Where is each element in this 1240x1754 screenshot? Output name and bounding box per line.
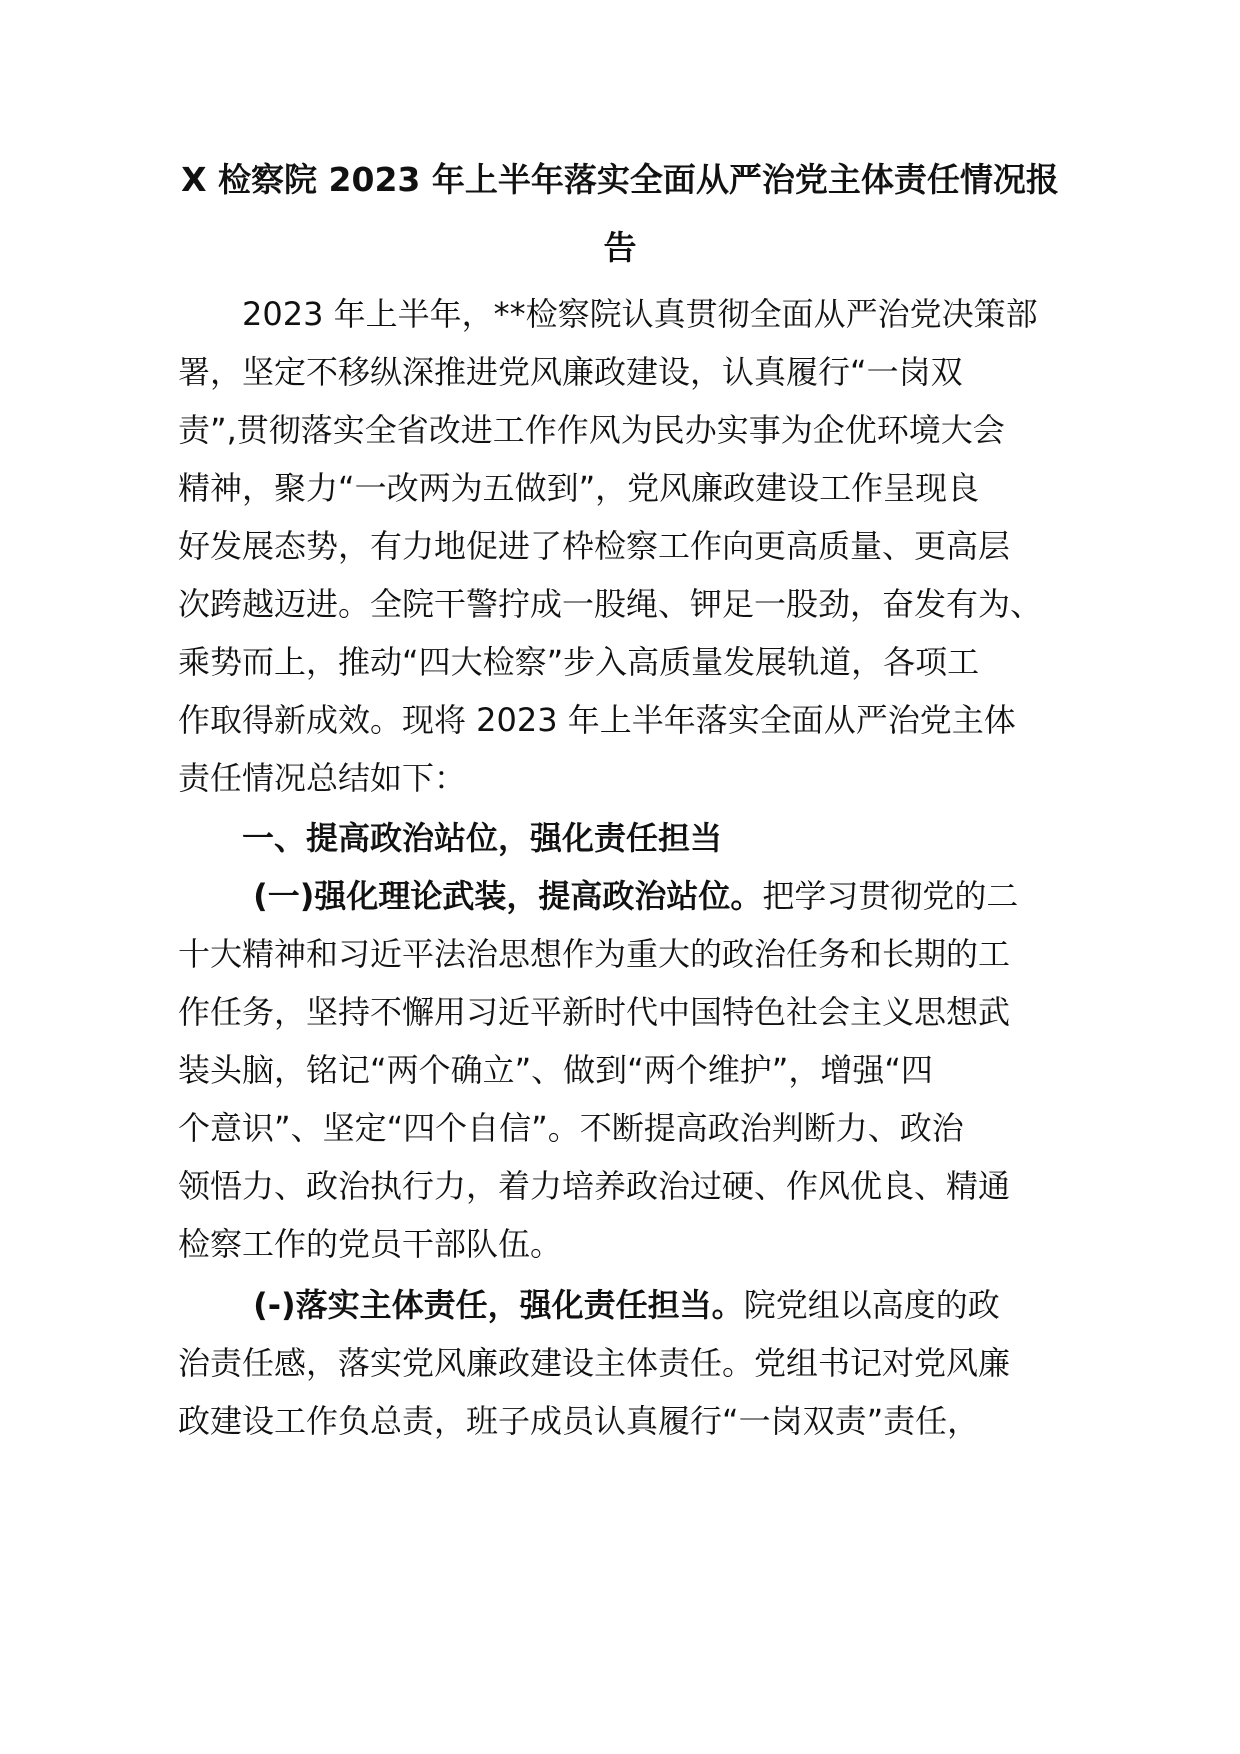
intro-line: 署，坚定不移纵深推进党风廉政建设，认真履行“一岗双 [178, 353, 963, 391]
intro-line: 乘势而上，推动“四大检察”步入高质量发展轨道，各项工 [178, 643, 980, 681]
subsection-1-line: 检察工作的党员干部队伍。 [178, 1225, 563, 1263]
section-heading: 一、提高政治站位，强化责任担当 [178, 819, 723, 857]
intro-line: 作取得新成效。现将 2023 年上半年落实全面从严治党主体 [178, 701, 1016, 739]
subsection-1-line: 领悟力、政治执行力，着力培养政治过硬、作风优良、精通 [178, 1167, 1011, 1205]
intro-line: 好发展态势，有力地促进了枠检察工作向更高质量、更高层 [178, 527, 1011, 565]
subsection-2-heading: (-)落实主体责任，强化责任担当。 [178, 1286, 744, 1324]
subsection-1-line: 十大精神和习近平法治思想作为重大的政治任务和长期的工 [178, 935, 1011, 973]
subsection-1-line: 个意识”、坚定“四个自信”。不断提高政治判断力、政治 [178, 1109, 964, 1147]
subsection-2-text: 院党组以高度的政 [743, 1286, 1000, 1324]
subsection-1-heading: (一)强化理论武装，提高政治站位。 [178, 877, 763, 915]
document-title-line-1: X 检察院 2023 年上半年落实全面从严治党主体责任情况报 [181, 160, 1059, 199]
subsection-1-text: 把学习贯彻党的二 [762, 877, 1019, 915]
subsection-1-line: 装头脑，铭记“两个确立”、做到“两个维护”，增强“四 [178, 1051, 933, 1089]
document-title-line-2: 告 [603, 228, 637, 267]
intro-line: 精神，聚力“一改两为五做到”，党风廉政建设工作呈现良 [178, 469, 980, 507]
intro-line: 2023 年上半年，**检察院认真贯彻全面从严治党决策部 [178, 295, 1038, 333]
subsection-2-line: 治责任感，落实党风廉政建设主体责任。党组书记对党风廉 [178, 1344, 1011, 1382]
subsection-1-first-line [178, 864, 1078, 928]
subsection-2-first-line [178, 1273, 1078, 1337]
intro-line: 责”,贯彻落实全省改进工作作风为民办实事为企优环境大会 [178, 411, 1005, 449]
intro-line: 次跨越迈进。全院干警拧成一股绳、钾足一股劲，奋发有为、 [178, 585, 1043, 623]
subsection-1-line: 作任务，坚持不懈用习近平新时代中国特色社会主义思想武 [178, 993, 1011, 1031]
subsection-2-line: 政建设工作负总责，班子成员认真履行“一岗双责”责任， [178, 1402, 980, 1440]
intro-line: 责任情况总结如下： [178, 759, 467, 797]
